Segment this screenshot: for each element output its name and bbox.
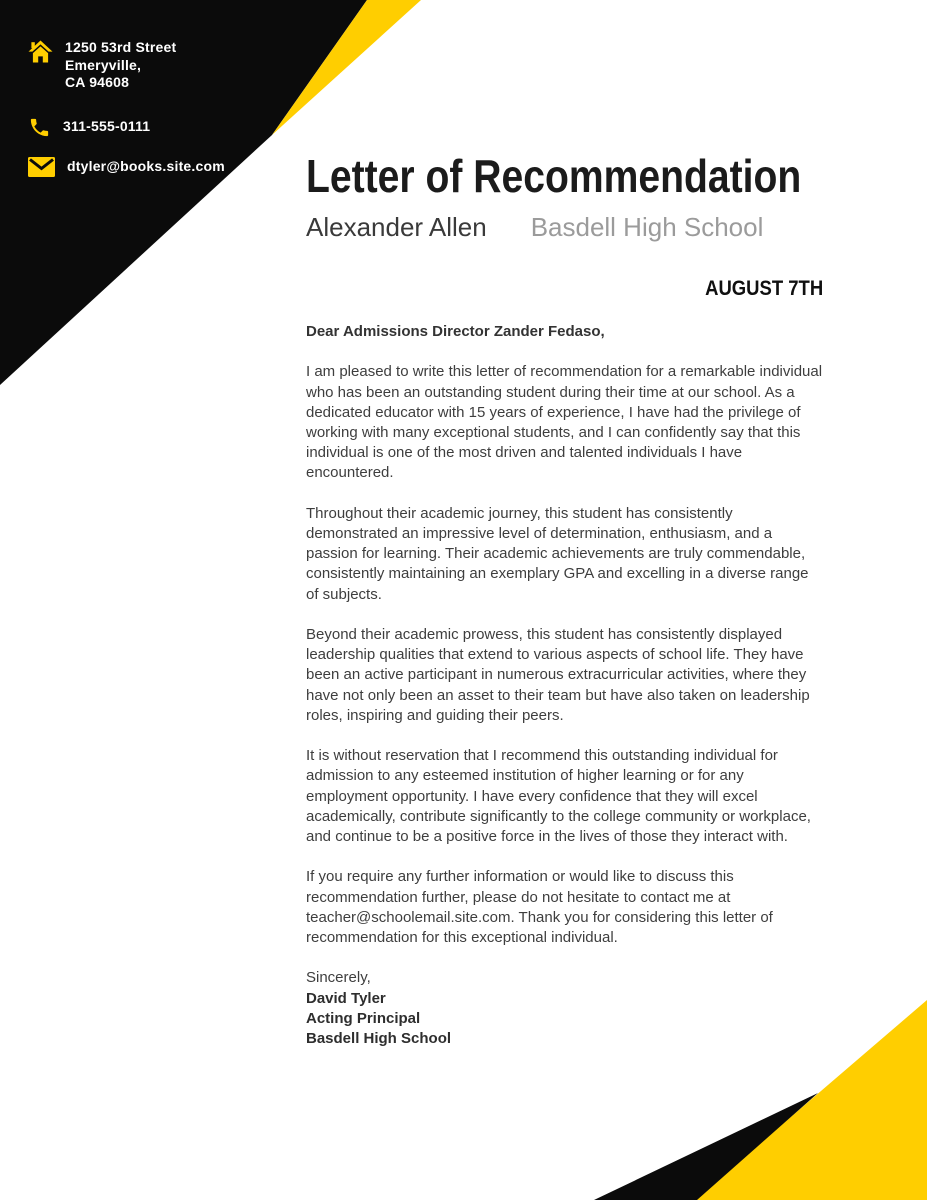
address-row (28, 39, 176, 92)
phone-number: 311-555-0111 (63, 118, 151, 135)
signature-title: Acting Principal (306, 1009, 421, 1027)
letter-paragraph-4: It is without reservation that I recommend this outstanding individual for admission to any esteemed institution of higher learning or for any employment opportunity. I have every confidence that they will excel academically, contribute significantly to the college community or workplace, and continue to be a positive force in the lives of those they interact with. (306, 747, 811, 846)
address-line-2: Emeryville, (65, 56, 142, 73)
subtitle-row (306, 212, 823, 242)
student-name: Alexander Allen (306, 212, 487, 242)
email-address: dtyler@books.site.com (67, 157, 225, 174)
letter-paragraph-5: If you require any further information or would like to discuss this recommendation further, please do not hesitate to contact me at teacher@schoolemail.site.com. Thank you for considering this letter of recommendation for this exceptional individual. (306, 868, 773, 947)
home-icon (28, 40, 53, 63)
letter-date: AUGUST 7TH (704, 277, 823, 300)
page-title: Letter of Recommendation (306, 150, 802, 202)
letter-paragraph-1: I am pleased to write this letter of recommendation for a remarkable individual who has been an outstanding student during their time at our school. As a dedicated educator with 15 years of experience, I have had the privilege of working with many exceptional students, and I can confidently say that this individual is one of the most driven and talented individuals I have encountered. (306, 363, 823, 482)
address-text (65, 39, 176, 92)
email-row (28, 156, 225, 177)
envelope-icon (28, 157, 55, 177)
salutation: Dear Admissions Director Zander Fedaso, (306, 323, 605, 340)
letter-paragraph-2: Throughout their academic journey, this student has consistently demonstrated an impressive level of determination, enthusiasm, and a passion for learning. Their academic achievements are truly commendable, consistently maintaining an exemplary GPA and excelling in a diverse range of subjects. (306, 504, 809, 603)
closing: Sincerely, (306, 969, 371, 987)
school-name: Basdell High School (530, 212, 764, 242)
phone-row (28, 115, 150, 139)
phone-icon (28, 116, 51, 139)
address-line-1: 1250 53rd Street (65, 39, 177, 55)
address-line-3: CA 94608 (65, 74, 130, 90)
letter-paragraph-3: Beyond their academic prowess, this student has consistently displayed leadership qualities that extend to various aspects of school life. They have been an active participant in numerous extracurricular activities, where they have not only been an asset to their team but have also taken on leadership roles, inspiring and guiding their peers. (306, 626, 810, 724)
letter-content (306, 0, 823, 1049)
signature-name: David Tyler (306, 989, 386, 1007)
signature-organization: Basdell High School (306, 1030, 452, 1048)
